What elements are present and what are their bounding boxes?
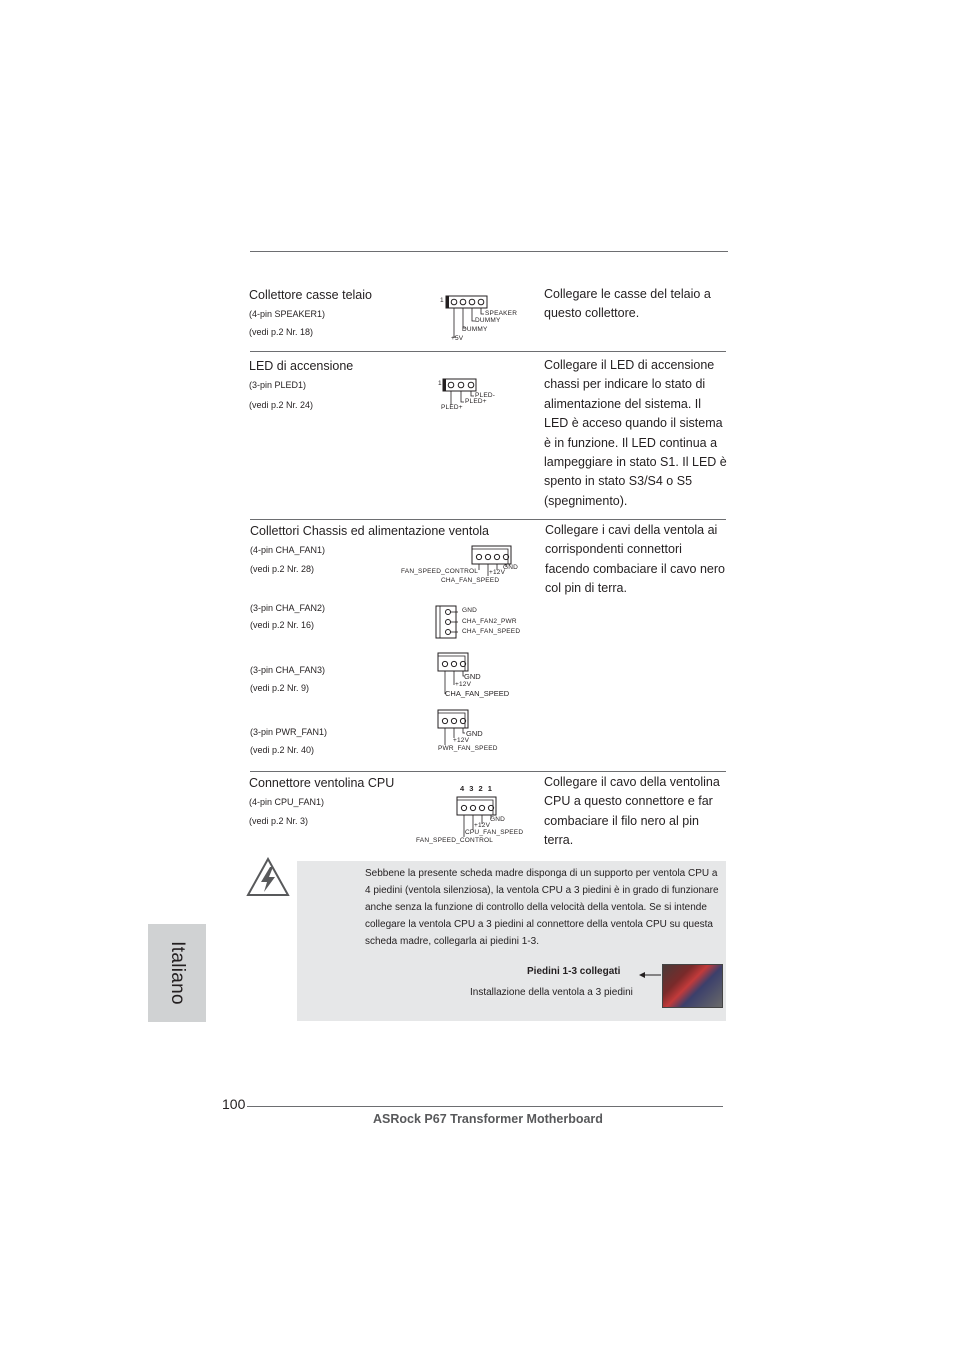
pin-info-speaker: (4-pin SPEAKER1): [249, 309, 326, 319]
pin-label-gnd: GND: [464, 672, 481, 681]
ref-cha-fan2: (vedi p.2 Nr. 16): [250, 620, 315, 630]
description-chassis-fans: Collegare i cavi della ventola ai corrispondenti connettori facendo combaciare il cavo nero col pin di terra.: [545, 523, 725, 596]
pin-info-cpu-fan1: (4-pin CPU_FAN1): [249, 797, 325, 807]
pin-info-cha-fan1: (4-pin CHA_FAN1): [250, 545, 326, 555]
pin-label-12v: +12V: [453, 737, 470, 744]
footer-rule: [247, 1106, 723, 1107]
speaker-header-diagram: [438, 294, 538, 344]
ref-speaker: (vedi p.2 Nr. 18): [249, 327, 314, 337]
section-divider: [250, 519, 726, 520]
ref-pled: (vedi p.2 Nr. 24): [249, 400, 314, 410]
caution-icon: [246, 857, 290, 899]
cha-fan2-header-diagram: [434, 605, 534, 641]
pin-label-cha-fan-speed: CHA_FAN_SPEED: [445, 689, 510, 698]
section-title-chassis-fans: Collettori Chassis ed alimentazione ventola: [250, 524, 490, 538]
pin-label-pwr-fan-speed: PWR_FAN_SPEED: [438, 745, 498, 752]
pin-label-pled-minus: PLED-: [475, 392, 496, 399]
pin-label-cpu-fan-speed: CPU_FAN_SPEED: [465, 829, 524, 836]
fan-installation-photo: [662, 964, 723, 1008]
language-tab: [148, 924, 206, 1022]
pin-label-gnd: GND: [462, 607, 478, 614]
pin-label-fan-speed-control: FAN_SPEED_CONTROL: [416, 837, 494, 844]
pin-label-fan-speed-control: FAN_SPEED_CONTROL: [401, 568, 479, 575]
pin-label-cha-fan-speed: CHA_FAN_SPEED: [441, 577, 500, 584]
pin-label-dummy-a: DUMMY: [475, 317, 501, 324]
pin-label-1: 1: [438, 380, 442, 387]
pin-label-12v: +12V: [455, 681, 472, 688]
pin-info-pled: (3-pin PLED1): [249, 380, 307, 390]
section-title-speaker: Collettore casse telaio: [249, 288, 372, 302]
note-text: Sebbene la presente scheda madre disponga di un supporto per ventola CPU a 4 piedini (ventola silenziosa), la ventola CPU a 3 piedini è in grado di funzionare anche senza la funzione di controllo della velocità della ventola. Se si intende collegare la ventola CPU a 3 piedini al connettore della ventola CPU su questa scheda madre, collegarla ai piedini 1-3.: [365, 868, 719, 947]
cha-fan3-header-diagram: [436, 652, 516, 700]
note-callout: Piedini 1-3 collegati: [527, 966, 621, 977]
ref-cha-fan1: (vedi p.2 Nr. 28): [250, 564, 315, 574]
pin-info-cha-fan2: (3-pin CHA_FAN2): [250, 603, 326, 613]
description-power-led: Collegare il LED di accensione chassi per indicare lo stato di alimentazione del sistema. Il LED è acceso quando il sistema è in funzione. Il LED continua a lampeggiare in stato S1. Il LED è spento in stato S3/S4 o S5 (spegnimento).: [544, 358, 727, 508]
pin-label-12v: +12V: [474, 822, 491, 829]
pin-info-cha-fan3: (3-pin CHA_FAN3): [250, 665, 326, 675]
pwr-fan1-header-diagram: [436, 709, 516, 757]
pin-label-gnd: GND: [466, 729, 483, 738]
pin-label-5v: +5V: [451, 335, 464, 342]
pin-label-cha-fan2-pwr: CHA_FAN2_PWR: [462, 618, 517, 625]
description-speaker: Collegare le casse del telaio a questo collettore.: [544, 287, 711, 321]
ref-cha-fan3: (vedi p.2 Nr. 9): [250, 683, 310, 693]
cha-fan1-header-diagram: [400, 544, 530, 588]
cpu-fan1-header-diagram: [414, 782, 534, 848]
pin-label-1: 1: [440, 297, 444, 304]
section-divider: [250, 351, 726, 352]
ref-cpu-fan1: (vedi p.2 Nr. 3): [249, 816, 309, 826]
pin-label-pled-plus-b: PLED+: [441, 404, 463, 411]
pin-label-speaker: SPEAKER: [485, 310, 518, 317]
description-cpu-fan: Collegare il cavo della ventolina CPU a questo connettore e far combaciare il filo nero al pin terra.: [544, 775, 720, 848]
pin-label-dummy-b: DUMMY: [462, 326, 488, 333]
pin-numbers: 4 3 2 1: [460, 784, 494, 793]
note-caption: Installazione della ventola a 3 piedini: [470, 987, 633, 998]
section-title-cpu-fan: Connettore ventolina CPU: [249, 776, 395, 790]
language-tab-label: Italiano: [167, 941, 188, 1005]
section-divider: [250, 771, 726, 772]
ref-pwr-fan1: (vedi p.2 Nr. 40): [250, 745, 315, 755]
page-number: 100: [222, 1096, 246, 1112]
pin-label-gnd: GND: [490, 816, 506, 823]
pin-label-gnd: GND: [503, 564, 519, 571]
pin-label-cha-fan-speed: CHA_FAN_SPEED: [462, 628, 521, 635]
pin-label-12v: +12V: [489, 569, 506, 576]
pled-header-diagram: [436, 376, 516, 416]
section-title-power-led: LED di accensione: [249, 359, 354, 373]
callout-arrow-icon: [638, 967, 662, 977]
footer-product: ASRock P67 Transformer Motherboard: [373, 1112, 603, 1126]
pin-info-pwr-fan1: (3-pin PWR_FAN1): [250, 727, 328, 737]
top-rule: [250, 251, 728, 252]
pin-label-pled-plus-a: PLED+: [465, 398, 487, 405]
